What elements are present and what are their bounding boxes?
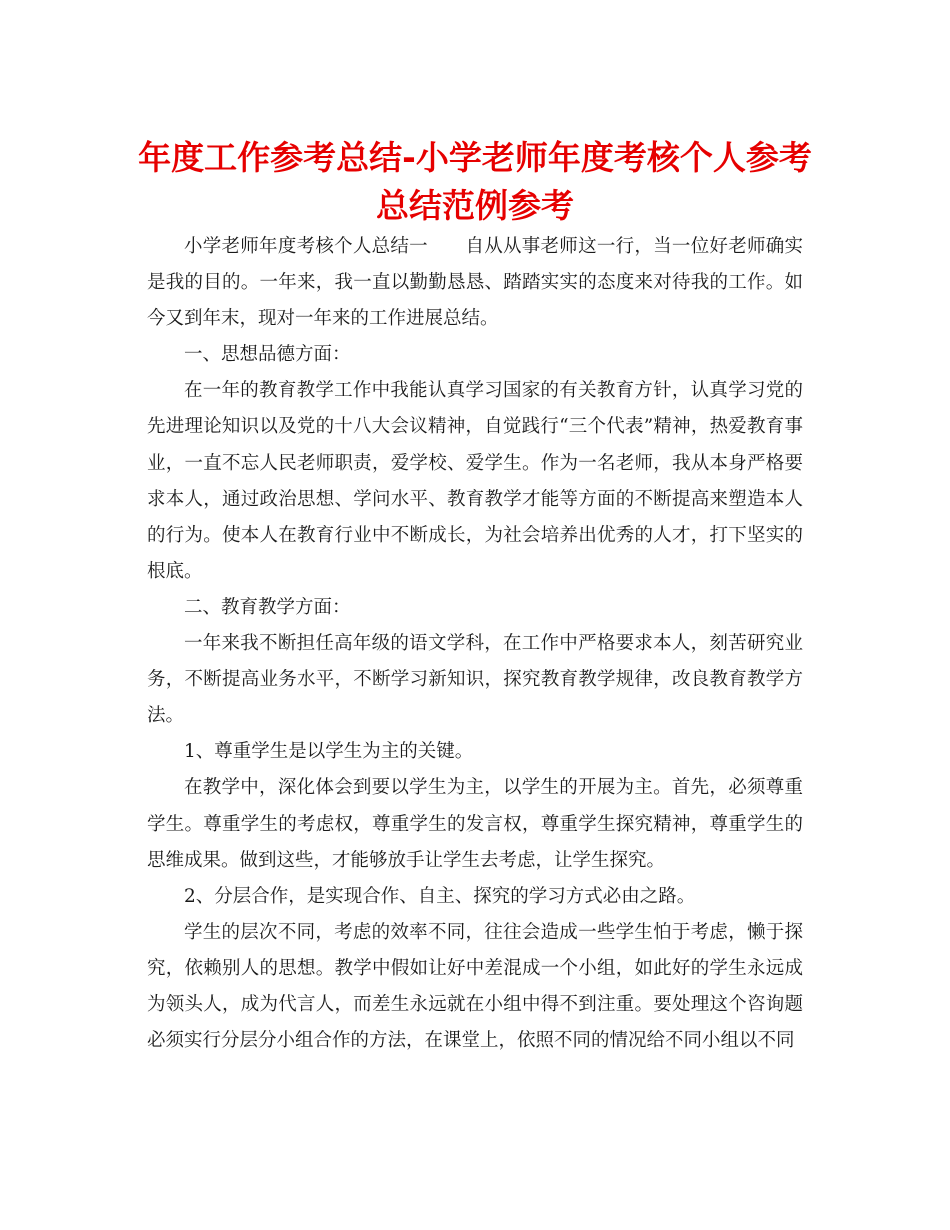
- document-title-line-2: 总结范例参考: [376, 186, 574, 225]
- document-body: [147, 229, 803, 1059]
- paragraph-respect: 在教学中，深化体会到要以学生为主，以学生的开展为主。首先，必须尊重学生。尊重学生的考虑权，尊重学生的发言权，尊重学生探究精神，尊重学生的思维成果。做到这些，才能够放手让学生去考虑，让学生探究。: [147, 777, 803, 871]
- document-title-line-1: 年度工作参考总结-小学老师年度考核个人参考: [138, 138, 812, 177]
- section-heading-ideology: 一、思想品德方面：: [184, 344, 351, 366]
- paragraph-teaching: 一年来我不断担任高年级的语文学科，在工作中严格要求本人，刻苦研究业务，不断提高业务水平，不断学习新知识，探究教育教学规律，改良教育教学方法。: [147, 633, 803, 727]
- paragraph-ideology: 在一年的教育教学工作中我能认真学习国家的有关教育方针，认真学习党的先进理论知识以及党的十八大会议精神，自觉践行“三个代表”精神，热爱教育事业，一直不忘人民老师职责，爱学校、爱学生。作为一名老师，我从本身严格要求本人，通过政治思想、学问水平、教育教学才能等方面的不断提高来塑造本人的行为。使本人在教育行业中不断成长，为社会培养出优秀的人才，打下坚实的根底。: [147, 380, 803, 582]
- paragraph-intro: 小学老师年度考核个人总结一 自从从事老师这一行，当一位好老师确实是我的目的。一年来，我一直以勤勤恳恳、踏踏实实的态度来对待我的工作。如今又到年末，现对一年来的工作进展总结。: [147, 236, 803, 330]
- paragraph-cooperation: 学生的层次不同，考虑的效率不同，往往会造成一些学生怕于考虑，懒于探究，依赖别人的思想。教学中假如让好中差混成一个小组，如此好的学生永远成为领头人，成为代言人，而差生永远就在小组中得不到注重。要处理这个咨询题必须实行分层分小组合作的方法，在课堂上，依照不同的情况给不同小组以不同: [147, 921, 803, 1052]
- section-heading-teaching: 二、教育教学方面：: [184, 596, 351, 618]
- subheading-respect: 1、尊重学生是以学生为主的关键。: [184, 741, 474, 763]
- subheading-cooperation: 2、分层合作，是实现合作、自主、探究的学习方式必由之路。: [184, 885, 696, 907]
